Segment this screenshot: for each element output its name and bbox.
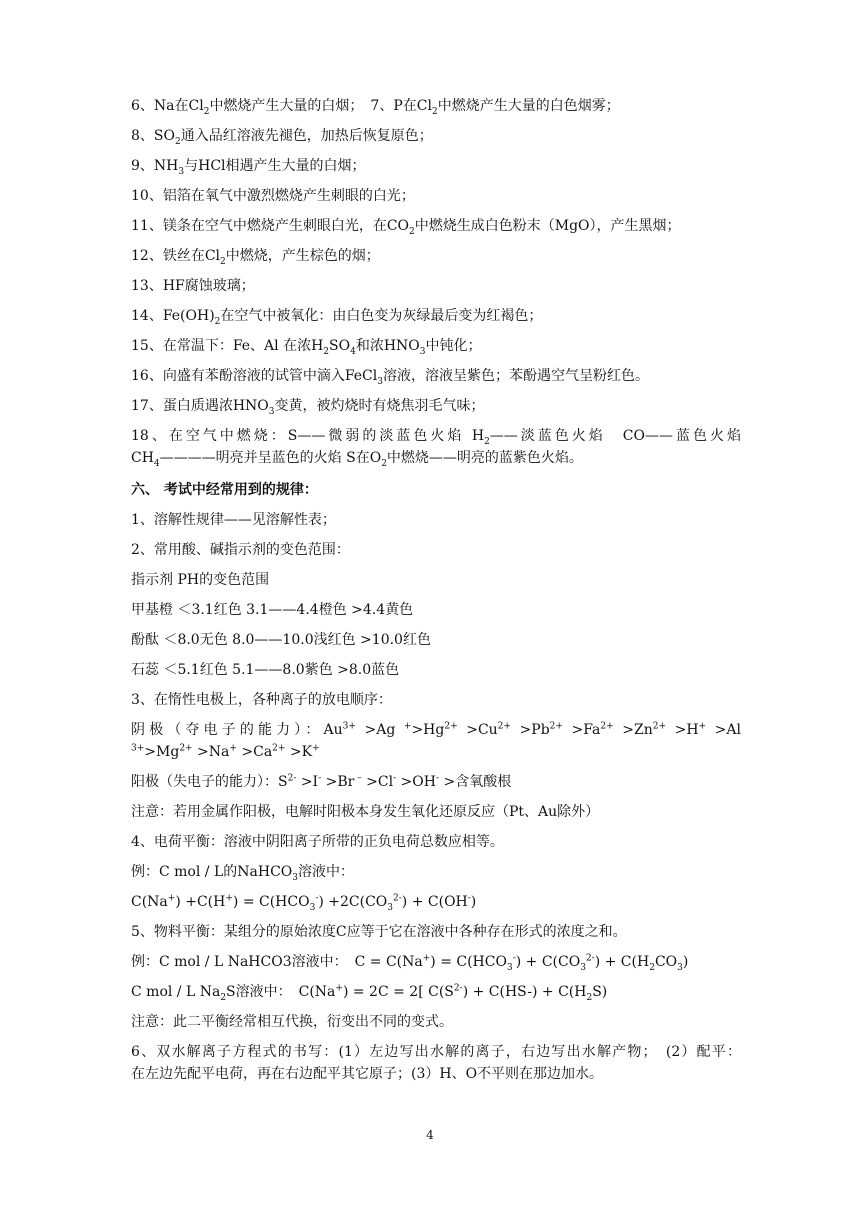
text-line: 9、$NH_3$与HCl相遇产生大量的白烟； (131, 158, 366, 177)
text-line: 13、HF腐蚀玻璃； (131, 278, 255, 294)
text-line: 甲基橙 ＜3.1红色 3.1——4.4橙色 >4.4黄色 (131, 602, 414, 618)
section-heading: 六、 考试中经常用到的规律： (131, 482, 318, 498)
text-line: 18、在空气中燃烧：S——微弱的淡蓝色火焰 $H_2——$淡蓝色火焰 CO——蓝色火焰 (131, 428, 741, 447)
text-line: 10、铝箔在氧气中激烈燃烧产生刺眼的白光； (131, 188, 415, 204)
text-line: 11、镁条在空气中燃烧产生刺眼白光，在$CO_2$中燃烧生成白色粉末（MgO），产生黑烟； (131, 218, 681, 237)
text-line: 阳极（失电子的能力）：$S^{2-} >I^- >Br$ – >Cl- >OH- >含氧酸根 (131, 773, 512, 790)
text-line: 在左边先配平电荷，再在右边配平其它原子；(3）H、O不平则在那边加水。 (131, 1066, 604, 1082)
text-line: 例：C mol / L的NaHCO$_3$溶液中： (131, 864, 354, 883)
text-line: 石蕊 ＜5.1红色 5.1——8.0紫色 >8.0蓝色 (131, 662, 400, 678)
text-line: 1、溶解性规律——见溶解性表； (131, 512, 336, 528)
text-line: 6、双水解离子方程式的书写：(1）左边写出水解的离子，右边写出水解产物； (2）配平： (131, 1044, 741, 1060)
text-line: 14、$Fe(OH)_2$在空气中被氧化：由白色变为灰绿最后变为红褐色； (131, 308, 543, 327)
text-line: 例：C mol / L NaHCO3溶液中： $C = C(Na^+) = C(HCO_3^-) + C(CO_3^{2-}) + C(H_2CO_3)$ (131, 953, 689, 973)
text-line: C mol / L $Na_2S$溶液中： C(Na+) = 2C = 2[ $C(S^{2-}) + C(HS-) + C(H_2S)$ (131, 983, 608, 1003)
text-line: 注意：若用金属作阳极，电解时阳极本身发生氧化还原反应（Pt、Au除外） (131, 804, 600, 820)
text-line: 6、Na在$Cl_2$中燃烧产生大量的白烟； 7、P在$Cl_2$中燃烧产生大量的白色烟雾； (131, 98, 620, 117)
text-line: $CH_4————$明亮并呈蓝色的火焰 S在$O_2$中燃烧——明亮的蓝紫色火焰。 (131, 450, 583, 469)
text-line: 16、向盛有苯酚溶液的试管中滴入FeCl$_3$溶液，溶液呈紫色；苯酚遇空气呈粉红色。 (131, 368, 649, 387)
text-line: 15、在常温下：Fe、Al 在浓$H_2SO_4$和浓$HNO_3$中钝化； (131, 338, 482, 357)
text-line: $^{3+}>Mg^{2+} >Na^+ >Ca^{2+} >K^+$ (131, 743, 320, 760)
text-line: 5、物料平衡：某组分的原始浓度C应等于它在溶液中各种存在形式的浓度之和。 (131, 924, 627, 940)
text-line: 17、蛋白质遇浓$HNO_3$变黄，被灼烧时有烧焦羽毛气味； (131, 398, 485, 417)
text-line: 阴极（夺电子的能力）：$Au^{3+} >Ag$ $^+>Hg^{2+} >Cu^{2+} >Pb^{2+} >Fa^{2+} >Zn^{2+} >H^+ >Al$ (131, 721, 741, 738)
page-number: 4 (426, 1128, 434, 1142)
text-line: 指示剂 PH的变色范围 (131, 572, 270, 588)
text-line: 3、在惰性电极上，各种离子的放电顺序： (131, 692, 392, 708)
text-line: 2、常用酸、碱指示剂的变色范围： (131, 542, 350, 558)
text-line: 8、$SO_2$通入品红溶液先褪色，加热后恢复原色； (131, 128, 433, 147)
text-line: $C(Na^+) +C(H^+) = C(HCO_3^-) +2C(CO_3^{2-}) + C(OH^-)$ (131, 893, 477, 913)
text-line: 4、电荷平衡：溶液中阴阳离子所带的正负电荷总数应相等。 (131, 834, 504, 850)
text-line: 酚酞 ＜8.0无色 8.0——10.0浅红色 >10.0红色 (131, 632, 431, 648)
text-line: 注意：此二平衡经常相互代换，衍变出不同的变式。 (131, 1014, 453, 1030)
text-line: 12、铁丝在$Cl_2$中燃烧，产生棕色的烟； (131, 248, 380, 267)
